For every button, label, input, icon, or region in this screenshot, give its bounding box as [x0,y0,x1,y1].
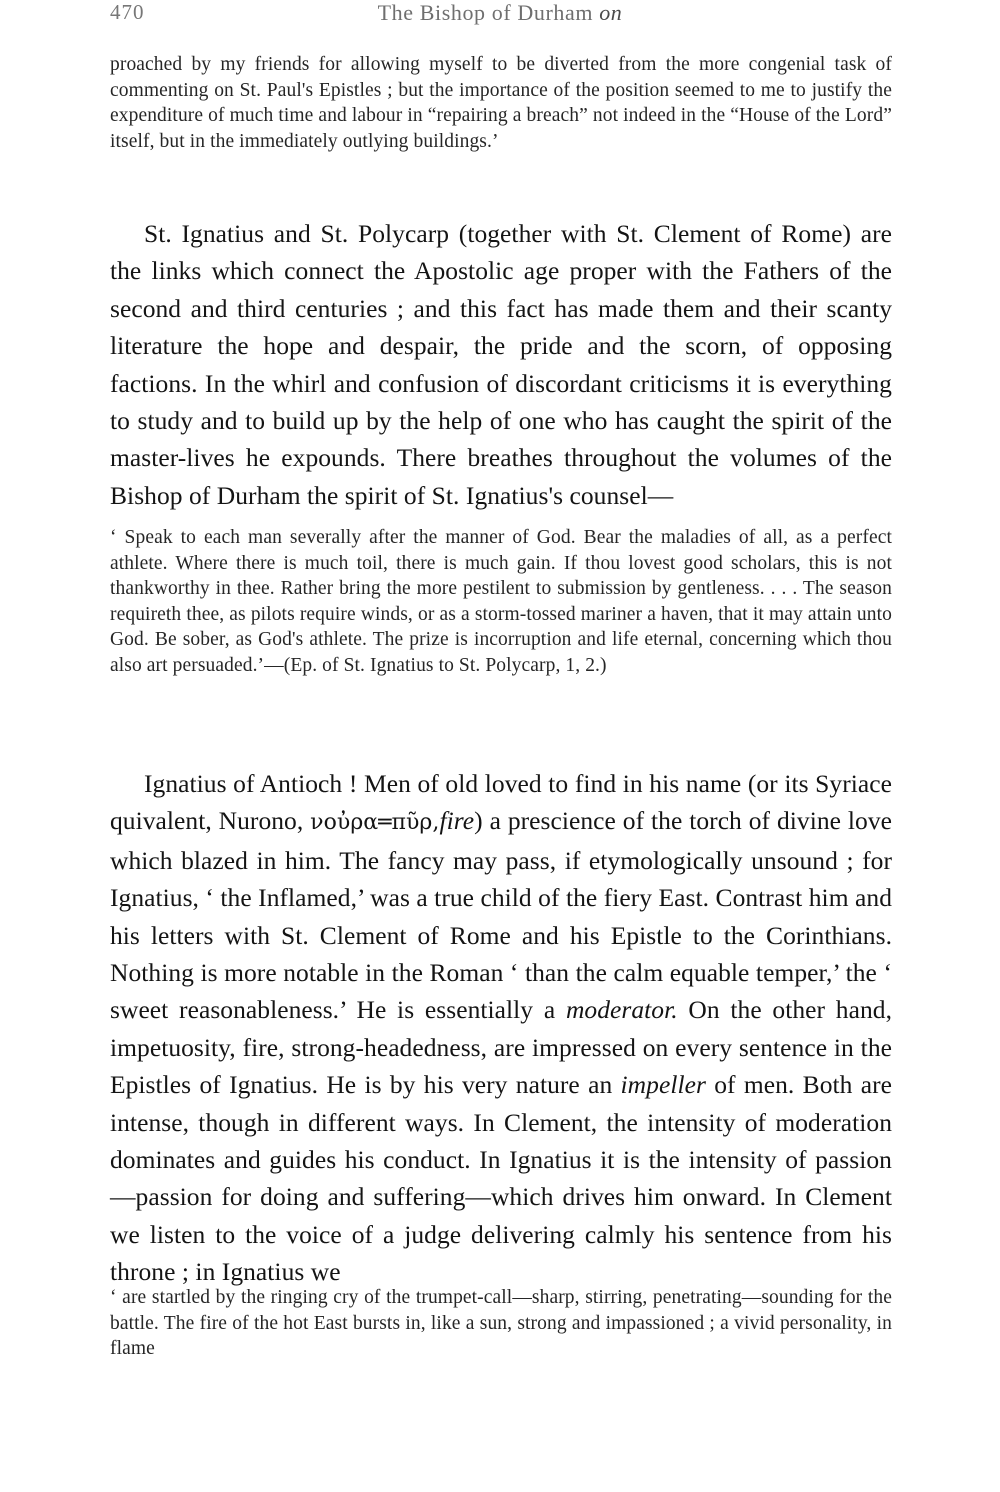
running-head-title [0,0,1000,26]
greek-phrase: νοὐρα═πῦρ, [310,810,440,836]
extract-paragraph-middle [110,525,892,679]
extract-paragraph-middle-text: ‘ Speak to each man severally after the manner of God. Bear the maladies of all, as a perfect athlete. Where there is much toil, there is much gain. If thou lovest good scholars, this is not thankworthy in thee. Rather bring the more pestilent to submission by gentleness. . . . The season requireth thee, as pilots require winds, or as a storm-tossed mariner a haven, that it may attain unto God. Be sober, as God's athlete. The prize is incorruption and life eternal, concerning which thou also art persuaded.’—(Ep. of St. Ignatius to St. Polycarp, 1, 2.) [110,527,892,676]
italic-word-impeller: impeller [620,1070,706,1100]
body-paragraph-two-part1: Ignatius of Antioch ! Men of old loved to find in his name (or its Syriace quivalent, Nurono, [110,769,892,836]
body-paragraph-two-part2: ) a prescience of the torch of divine love which blazed in him. The fancy may pass, if etymologically unsound ; for Ignatius, ‘ the Inflamed,’ was a true child of the fiery East. Contrast him and his letters with St. Clement of Rome and his Epistle to the Corinthians. Nothing is more notable in the Roman ‘ than the calm equable temper,’ the ‘ sweet reasonableness.’ He is essentially a [110,806,892,1025]
body-paragraph-two-part4: of men. Both are intense, though in different ways. In Clement, the intensity of moderation dominates and guides his conduct. In Ignatius it is the intensity of passion—passion for doing and suffering—which drives him onward. In Clement we listen to the voice of a judge delivering calmly his sentence from his throne ; in Ignatius we [110,1070,893,1287]
body-paragraph-one-text: St. Ignatius and St. Polycarp (together with St. Clement of Rome) are the links which connect the Apostolic age proper with the Fathers of the second and third centuries ; and this fact has made them and their scanty literature the hope and despair, the pride and the scorn, of opposing factions. In the whirl and confusion of discordant criticisms it is everything to study and to build up by the help of one who has caught the spirit of the master-lives he expounds. There breathes throughout the volumes of the Bishop of Durham the spirit of St. Ignatius's counsel— [110,219,892,510]
extract-paragraph-bottom: ‘ are startled by the ringing cry of the trumpet-call—sharp, stirring, penetrating—sounding for the battle. The fire of the hot East bursts in, like a sun, strong and impassioned ; a vivid personality, in flame [110,1287,892,1360]
running-head-italic-text: on [599,0,623,25]
italic-word-fire: fire [439,806,475,836]
body-paragraph-one [110,215,892,514]
extract-paragraph-top: proached by my friends for allowing myself to be diverted from the more congenial task of commenting on St. Paul's Epistles ; but the importance of the position seemed to me to justify the expenditure of much time and labour in “repairing a breach” not indeed in the “House of the Lord” itself, but in the immediately outlying buildings.’ [110,54,892,152]
body-paragraph-two-part3: On the other hand, impetuosity, fire, strong-headedness, are impressed on every sentence in the Epistles of Ignatius. He is by his very nature an [110,995,892,1100]
page-folio-number: 470 [110,0,145,24]
running-head [0,0,1000,34]
body-paragraph-two [110,765,892,1291]
italic-word-moderator: moderator. [565,995,678,1025]
running-head-main-text: The Bishop of Durham [377,0,594,25]
